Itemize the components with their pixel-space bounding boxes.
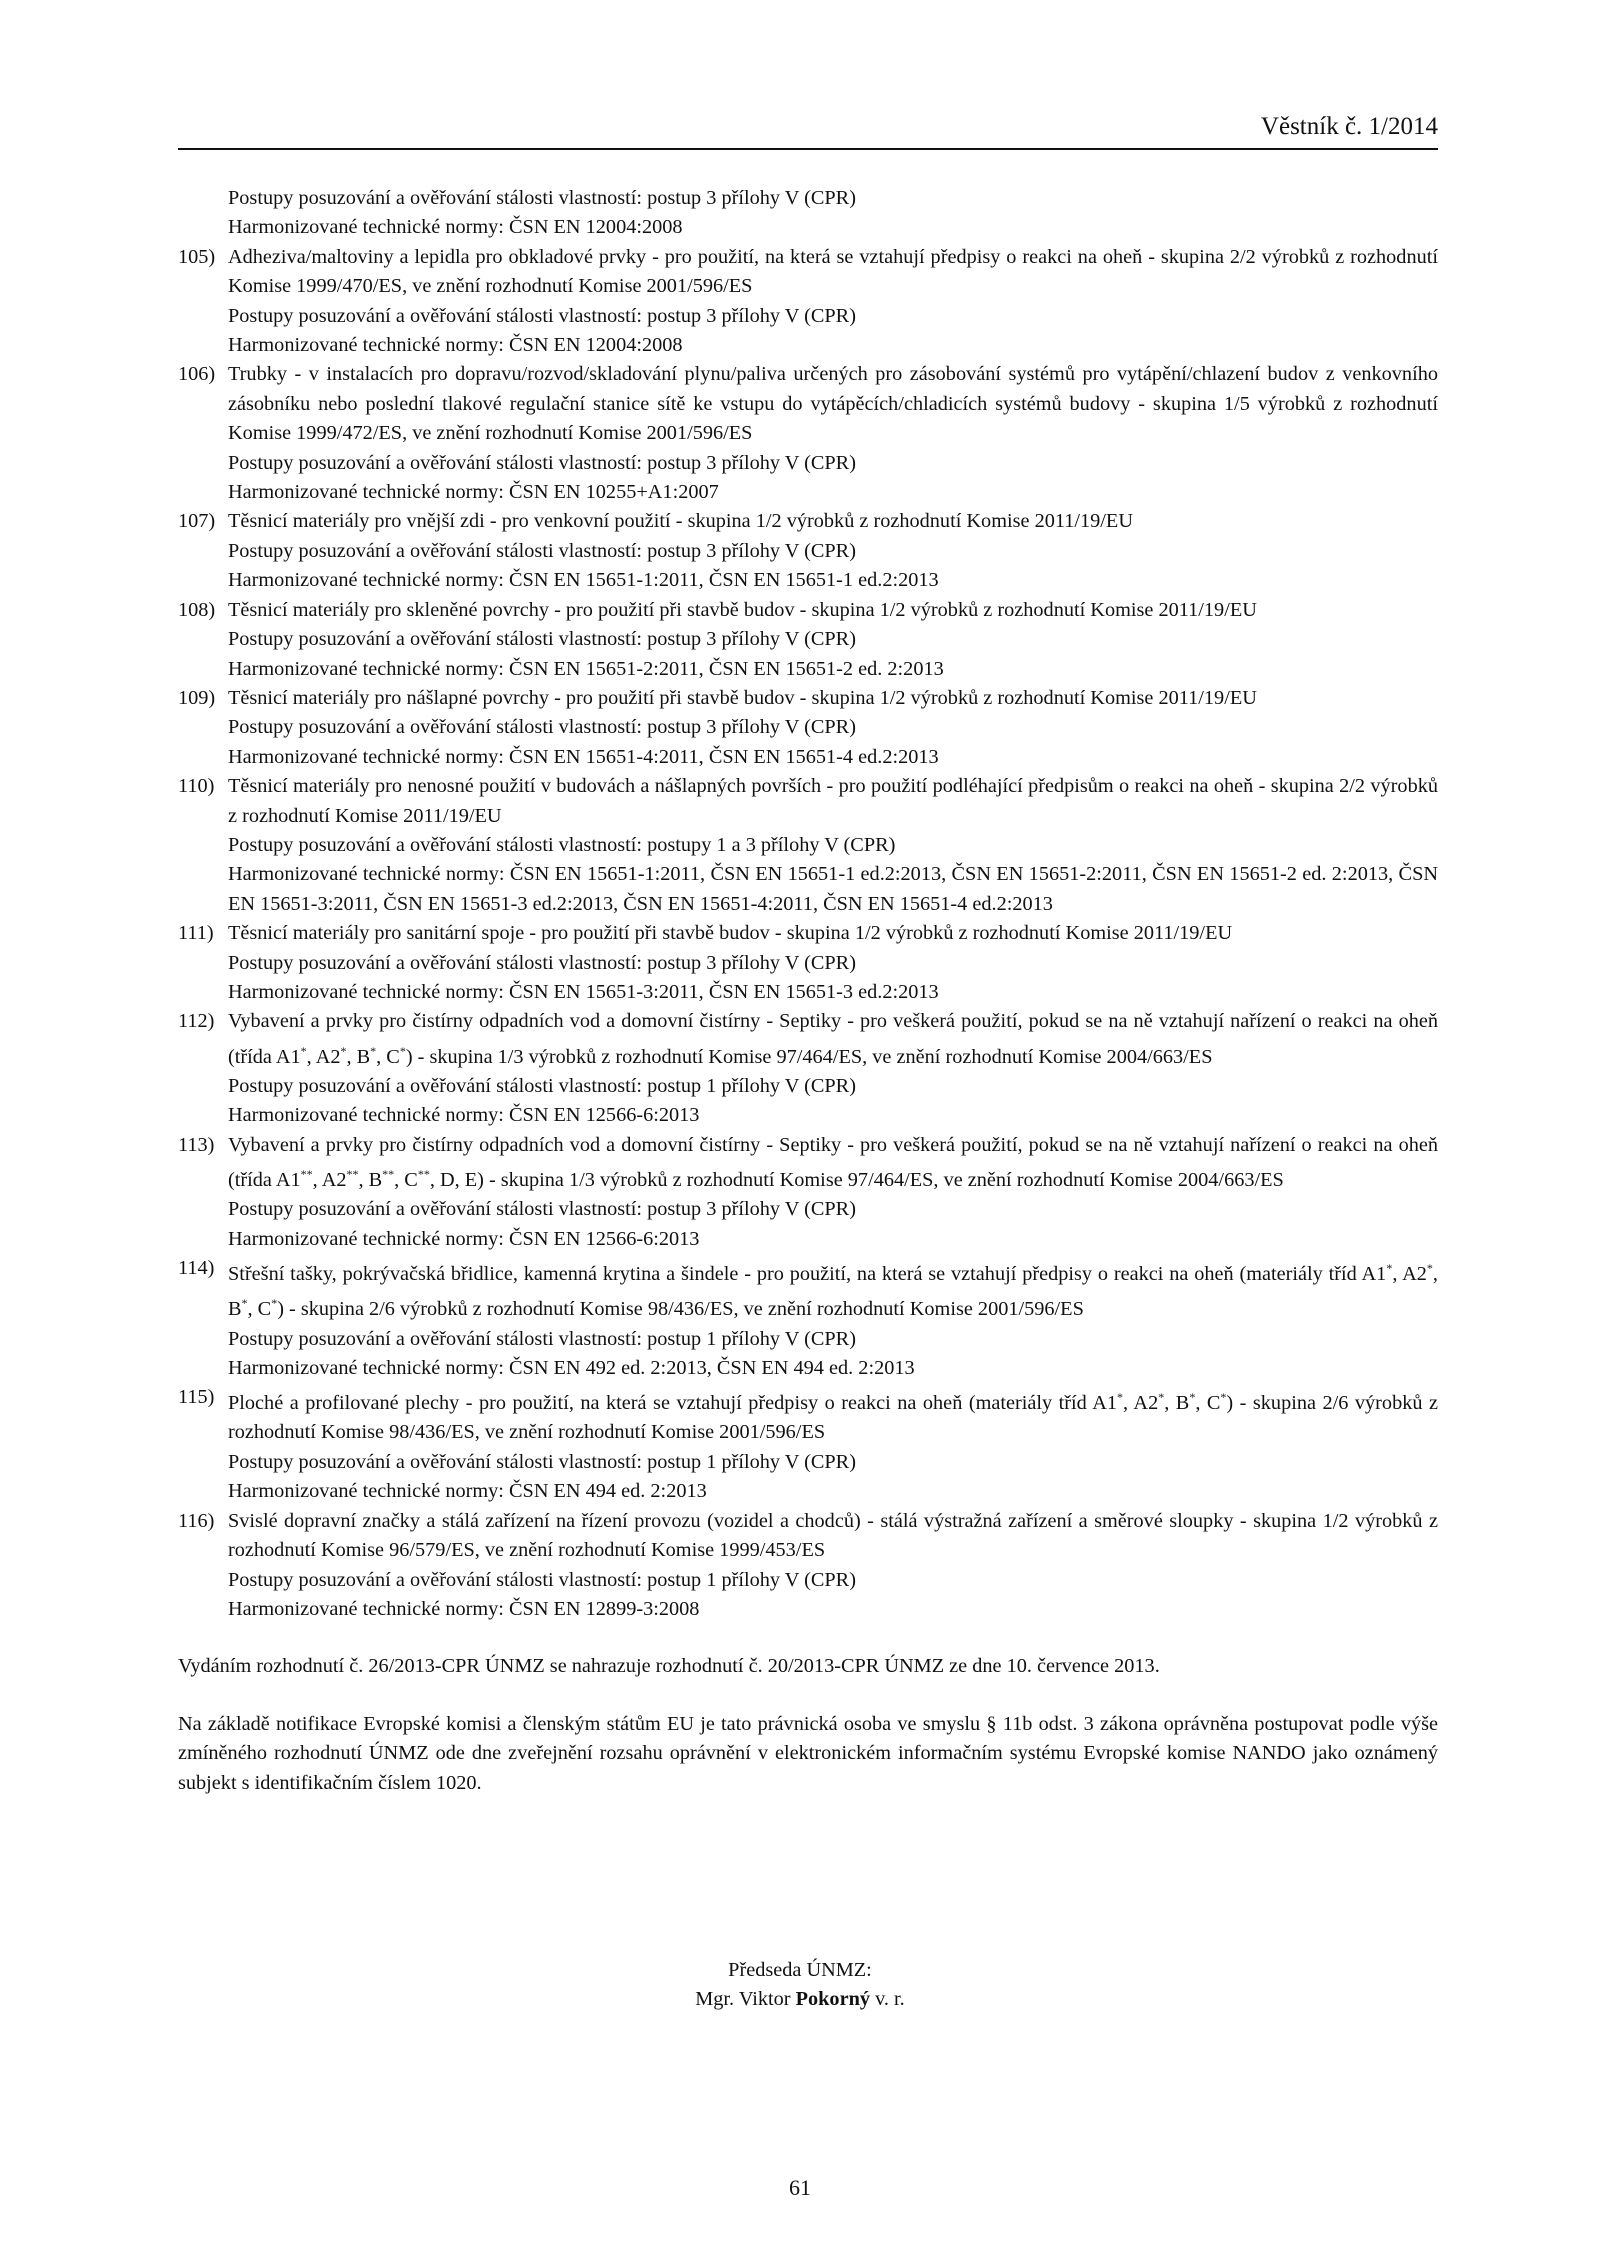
item-description: Těsnicí materiály pro nenosné použití v budovách a nášlapných površích - pro použití podléhající předpisům o reakci na oheň - skupina 2/2 výrobků z rozhodnutí Komise 2011/19/EU: [228, 775, 1438, 827]
item-text-part: ) - skupina 2/6 výrobků z rozhodnutí Komise 98/436/ES, ve znění rozhodnutí Komise 2001/596/ES: [277, 1298, 1084, 1321]
footnote-mark: **: [382, 1167, 395, 1182]
page-header: [178, 112, 1438, 150]
item-description: Těsnicí materiály pro sanitární spoje - pro použití při stavbě budov - skupina 1/2 výrobků z rozhodnutí Komise 2011/19/EU: [228, 922, 1233, 945]
signature-prefix: Mgr. Viktor: [695, 1988, 796, 2011]
item-number: 112): [178, 1010, 215, 1033]
list-item: [178, 1507, 1438, 1625]
item-normy: Harmonizované technické normy: ČSN EN 12566-6:2013: [228, 1227, 700, 1250]
item-text-part: , C: [394, 1168, 418, 1191]
item-postupy: Postupy posuzování a ověřování stálosti vlastností: postup 1 přílohy V (CPR): [228, 1327, 856, 1350]
item-description: Těsnicí materiály pro vnější zdi - pro venkovní použití - skupina 1/2 výrobků z rozhodnutí Komise 2011/19/EU: [228, 510, 1133, 533]
item-normy: Harmonizované technické normy: ČSN EN 12566-6:2013: [228, 1104, 700, 1127]
item-postupy: Postupy posuzování a ověřování stálosti vlastností: postup 1 přílohy V (CPR): [228, 1568, 856, 1591]
list-item: [178, 1383, 1438, 1506]
item-description: [228, 1131, 1438, 1196]
item-body: [228, 507, 1438, 595]
continued-normy-line: Harmonizované technické normy: ČSN EN 12004:2008: [228, 216, 683, 239]
item-text-part: Vybavení a prvky pro čistírny odpadních vod a domovní čistírny - Septiky - pro veškerá použití, pokud se na ně vztahují nařízení o reakci na oheň (třída A1: [228, 1010, 1438, 1068]
item-normy: Harmonizované technické normy: ČSN EN 15651-1:2011, ČSN EN 15651-1 ed.2:2013, ČSN EN 15651-2:2011, ČSN EN 15651-2 ed. 2:2013, ČSN EN 15651-3:2011, ČSN EN 15651-3 ed.2:2013, ČSN EN 15651-4:2011, ČSN EN 15651-4 ed.2:2013: [228, 863, 1438, 915]
item-text-part: , C: [376, 1045, 400, 1068]
item-description: [228, 1254, 1438, 1324]
item-body: [228, 1254, 1438, 1383]
item-number: 110): [178, 775, 215, 798]
item-postupy: Postupy posuzování a ověřování stálosti vlastností: postup 1 přílohy V (CPR): [228, 1450, 856, 1473]
item-normy: Harmonizované technické normy: ČSN EN 15651-3:2011, ČSN EN 15651-3 ed.2:2013: [228, 980, 939, 1003]
item-normy: Harmonizované technické normy: ČSN EN 12899-3:2008: [228, 1597, 700, 1620]
item-text-part: Střešní tašky, pokrývačská břidlice, kamenná krytina a šindele - pro použití, na která se vztahují předpisy o reakci na oheň (materiály tříd A1: [228, 1262, 1387, 1285]
item-postupy: Postupy posuzování a ověřování stálosti vlastností: postupy 1 a 3 přílohy V (CPR): [228, 833, 896, 856]
signature-block: [0, 1956, 1600, 2015]
footnote-mark: *: [1386, 1261, 1393, 1276]
item-text-part: ) - skupina 1/3 výrobků z rozhodnutí Komise 97/464/ES, ve znění rozhodnutí Komise 2004/663/ES: [405, 1045, 1213, 1068]
footnote-mark: *: [1158, 1390, 1165, 1405]
footnote-mark: *: [271, 1296, 278, 1311]
footnote-mark: **: [417, 1167, 430, 1182]
item-text-part: , A2: [312, 1168, 347, 1191]
item-body: [228, 1007, 1438, 1130]
item-normy: Harmonizované technické normy: ČSN EN 10255+A1:2007: [228, 481, 719, 504]
item-postupy: Postupy posuzování a ověřování stálosti vlastností: postup 3 přílohy V (CPR): [228, 951, 856, 974]
item-number: 109): [178, 686, 216, 709]
item-postupy: Postupy posuzování a ověřování stálosti vlastností: postup 3 přílohy V (CPR): [228, 716, 856, 739]
item-number: 107): [178, 510, 216, 533]
footnote-mark: *: [241, 1296, 248, 1311]
item-number: 106): [178, 363, 216, 386]
list-item: [178, 684, 1438, 772]
item-number: 113): [178, 1133, 215, 1156]
item-text-part: , D, E) - skupina 1/3 výrobků z rozhodnutí Komise 97/464/ES, ve znění rozhodnutí Komise 2004/663/ES: [429, 1168, 1284, 1191]
item-body: [228, 919, 1438, 1007]
item-number: 105): [178, 245, 216, 268]
item-description: Adheziva/maltoviny a lepidla pro obkladové prvky - pro použití, na která se vztahují předpisy o reakci na oheň - skupina 2/2 výrobků z rozhodnutí Komise 1999/470/ES, ve znění rozhodnutí Komise 2001/596/ES: [228, 245, 1438, 298]
footnote-mark: *: [1189, 1390, 1196, 1405]
item-normy: Harmonizované technické normy: ČSN EN 494 ed. 2:2013: [228, 1480, 707, 1503]
item-description: Těsnicí materiály pro nášlapné povrchy - pro použití při stavbě budov - skupina 1/2 výrobků z rozhodnutí Komise 2011/19/EU: [228, 686, 1257, 709]
item-postupy: Postupy posuzování a ověřování stálosti vlastností: postup 1 přílohy V (CPR): [228, 1074, 856, 1097]
item-postupy: Postupy posuzování a ověřování stálosti vlastností: postup 3 přílohy V (CPR): [228, 628, 856, 651]
item-body: [228, 596, 1438, 684]
journal-title: Věstník č. 1/2014: [1260, 113, 1438, 140]
footnote-mark: **: [346, 1167, 359, 1182]
item-body: [228, 1131, 1438, 1254]
item-text-part: Vybavení a prvky pro čistírny odpadních vod a domovní čistírny - Septiky - pro veškerá použití, pokud se na ně vztahují nařízení o reakci na oheň (třída A1: [228, 1133, 1438, 1191]
item-number: 108): [178, 598, 216, 621]
list-item: [178, 596, 1438, 684]
item-body: [228, 772, 1438, 919]
signature-surname: Pokorný: [795, 1988, 870, 2011]
list-item: [178, 243, 1438, 361]
item-body: [228, 1383, 1438, 1506]
item-postupy: Postupy posuzování a ověřování stálosti vlastností: postup 3 přílohy V (CPR): [228, 1198, 856, 1221]
list-item: [178, 919, 1438, 1007]
item-text-part: , A2: [1392, 1262, 1427, 1285]
item-body: [228, 1507, 1438, 1625]
footnote-mark: *: [399, 1043, 406, 1058]
signature-suffix: v. r.: [870, 1988, 905, 2011]
list-item: [178, 1254, 1438, 1383]
list-item: [178, 1131, 1438, 1254]
item-normy: Harmonizované technické normy: ČSN EN 15651-2:2011, ČSN EN 15651-2 ed. 2:2013: [228, 657, 944, 680]
item-list: [178, 243, 1438, 1625]
signature-name-line: [0, 1985, 1600, 2014]
item-text-part: , C: [1195, 1392, 1221, 1415]
page-number: 61: [789, 2175, 811, 2200]
signature-role: Předseda ÚNMZ:: [728, 1959, 872, 1981]
item-text-part: Ploché a profilované plechy - pro použití, na která se vztahují předpisy o reakci na oheň (materiály tříd A1: [228, 1392, 1117, 1415]
item-text-part: , A2: [306, 1045, 341, 1068]
item-normy: Harmonizované technické normy: ČSN EN 15651-4:2011, ČSN EN 15651-4 ed.2:2013: [228, 745, 939, 768]
list-item: [178, 360, 1438, 507]
item-postupy: Postupy posuzování a ověřování stálosti vlastností: postup 3 přílohy V (CPR): [228, 539, 856, 562]
footnote-mark: *: [370, 1043, 377, 1058]
item-normy: Harmonizované technické normy: ČSN EN 12004:2008: [228, 334, 683, 357]
footnote-mark: *: [340, 1043, 347, 1058]
item-normy: Harmonizované technické normy: ČSN EN 492 ed. 2:2013, ČSN EN 494 ed. 2:2013: [228, 1356, 915, 1379]
item-description: Trubky - v instalacích pro dopravu/rozvod/skladování plynu/paliva určených pro zásobování systémů pro vytápění/chlazení budov z venkovního zásobníku nebo poslední tlakové regulační stanice sítě ke vstupu do vytápěcích/chladicích systémů budovy - skupina 1/5 výrobků z rozhodnutí Komise 1999/472/ES, ve znění rozhodnutí Komise 2001/596/ES: [228, 363, 1438, 445]
item-text-part: , B: [346, 1045, 371, 1068]
footnote-mark: *: [300, 1043, 307, 1058]
item-number: 115): [178, 1386, 215, 1409]
item-number: 116): [178, 1509, 215, 1532]
list-item: [178, 1007, 1438, 1130]
item-postupy: Postupy posuzování a ověřování stálosti vlastností: postup 3 přílohy V (CPR): [228, 451, 856, 474]
footnote-mark: *: [1116, 1390, 1123, 1405]
item-body: [228, 360, 1438, 507]
item-text-part: , B: [358, 1168, 383, 1191]
decision-paragraph: Vydáním rozhodnutí č. 26/2013-CPR ÚNMZ se nahrazuje rozhodnutí č. 20/2013-CPR ÚNMZ ze dne 10. července 2013.: [178, 1655, 1160, 1678]
footnote-mark: *: [1426, 1261, 1433, 1276]
item-body: [228, 243, 1438, 361]
item-body: [228, 684, 1438, 772]
item-text-part: , B: [228, 1262, 1438, 1321]
item-description: [228, 1383, 1438, 1448]
document-body: [178, 184, 1438, 1798]
item-text-part: , C: [247, 1298, 272, 1321]
item-number: 111): [178, 922, 214, 945]
item-text-part: ) - skupina 2/6 výrobků z rozhodnutí Komise 98/436/ES, ve znění rozhodnutí Komise 2001/596/ES: [228, 1392, 1438, 1444]
list-item: [178, 507, 1438, 595]
item-text-part: , A2: [1122, 1392, 1159, 1415]
item-description: Těsnicí materiály pro skleněné povrchy - pro použití při stavbě budov - skupina 1/2 výrobků z rozhodnutí Komise 2011/19/EU: [228, 598, 1257, 621]
footnote-mark: *: [1220, 1390, 1227, 1405]
item-description: Svislé dopravní značky a stálá zařízení na řízení provozu (vozidel a chodců) - stálá výstražná zařízení a směrové sloupky - skupina 1/2 výrobků z rozhodnutí Komise 96/579/ES, ve znění rozhodnutí Komise 1999/453/ES: [228, 1509, 1438, 1562]
notification-paragraph: Na základě notifikace Evropské komisi a členským státům EU je tato právnická osoba ve smyslu § 11b odst. 3 zákona oprávněna postupovat podle výše zmíněného rozhodnutí ÚNMZ ode dne zveřejnění rozsahu oprávnění v elektronickém informačním systému Evropské komise NANDO jako oznámený subjekt s identifikačním číslem 1020.: [178, 1712, 1438, 1794]
item-postupy: Postupy posuzování a ověřování stálosti vlastností: postup 3 přílohy V (CPR): [228, 304, 856, 327]
continued-postupy-line: Postupy posuzování a ověřování stálosti vlastností: postup 3 přílohy V (CPR): [228, 187, 856, 209]
list-item: [178, 772, 1438, 919]
item-description: [228, 1007, 1438, 1072]
item-normy: Harmonizované technické normy: ČSN EN 15651-1:2011, ČSN EN 15651-1 ed.2:2013: [228, 569, 939, 592]
footnote-mark: **: [300, 1167, 313, 1182]
item-number: 114): [178, 1257, 215, 1280]
item-text-part: , B: [1164, 1392, 1190, 1415]
